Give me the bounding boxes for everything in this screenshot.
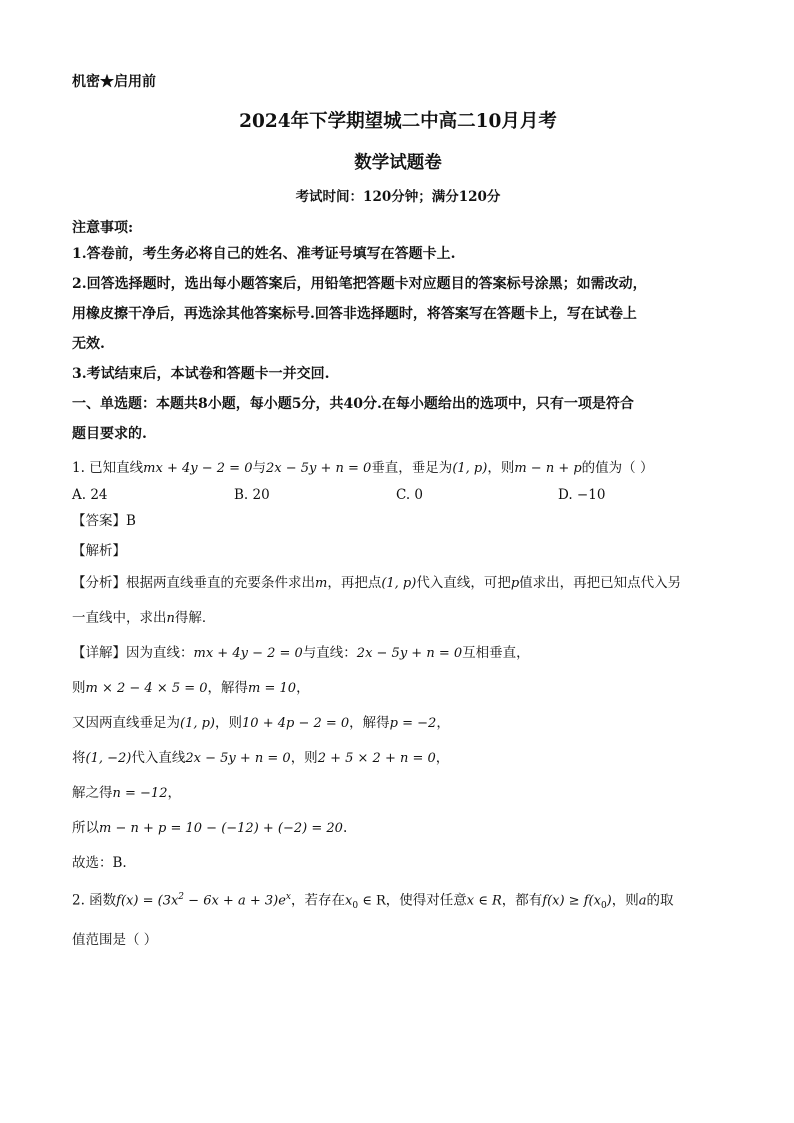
math: m × 2 − 4 × 5 = 0 xyxy=(85,681,208,696)
math: x ∈ R xyxy=(466,893,502,909)
math: n xyxy=(166,611,175,626)
detail-line-6 xyxy=(72,811,724,846)
text: 得解． xyxy=(174,610,216,626)
math: n = −12 xyxy=(112,786,168,801)
math: 2 + 5 × 2 + n = 0 xyxy=(317,751,436,766)
text: 【详解】因为直线： xyxy=(72,645,194,661)
math: p = −2 xyxy=(389,716,437,731)
choice-a: A. 24 xyxy=(72,487,108,503)
math: 2x − 5y + n = 0 xyxy=(185,751,291,766)
note-line: 3.考试结束后，本试卷和答题卡一并交回. xyxy=(72,366,330,382)
math: ∈ R xyxy=(358,893,386,909)
q1-mid2: 垂直，垂足为 xyxy=(371,460,453,476)
text: 将 xyxy=(72,750,86,766)
q1-line1-eq: mx + 4y − 2 = 0 xyxy=(143,461,253,476)
text: 2. 函数 xyxy=(72,892,117,909)
text: ，则 xyxy=(611,892,639,909)
math: mx + 4y − 2 = 0 xyxy=(193,646,303,661)
question-2-line2: 值范围是（ ） xyxy=(72,932,158,949)
text: 的取 xyxy=(646,892,674,909)
text: ， xyxy=(436,715,450,731)
math: x xyxy=(285,892,291,902)
section-heading-line1: 一、单选题：本题共8小题，每小题5分，共40分.在每小题给出的选项中，只有一项是符合 xyxy=(72,396,634,412)
text: ，解得 xyxy=(349,715,390,731)
text: ，再把点 xyxy=(327,575,382,591)
q1-line2-eq: 2x − 5y + n = 0 xyxy=(265,461,372,476)
text: 互相垂直， xyxy=(462,645,530,661)
conclusion-line: 故选：B. xyxy=(72,855,127,871)
note-line: 无效. xyxy=(72,336,105,352)
analysis-line-2 xyxy=(72,601,724,636)
text: ，则 xyxy=(215,715,243,731)
text: 解之得 xyxy=(72,785,113,801)
text: 代入直线 xyxy=(131,750,186,766)
math: 10 + 4p − 2 = 0 xyxy=(242,716,350,731)
text: 【分析】根据两直线垂直的充要条件求出 xyxy=(72,575,315,591)
text: ， xyxy=(435,750,450,766)
math: m − n + p = 10 − (−12) + (−2) = 20 xyxy=(99,821,343,836)
q1-choices xyxy=(72,484,724,506)
text: ， xyxy=(296,680,310,696)
q1-foot-point: (1, p) xyxy=(452,461,488,476)
math: 2x − 5y + n = 0 xyxy=(356,646,463,661)
note-line: 1.答卷前，考生务必将自己的姓名、准考证号填写在答题卡上. xyxy=(72,246,456,262)
text: . xyxy=(342,820,348,836)
math: x xyxy=(344,893,353,909)
analysis-tag: 【解析】 xyxy=(72,543,126,559)
math: 0 xyxy=(600,901,607,912)
math: (1, p) xyxy=(381,576,417,591)
math: − 6x + a + 3)e xyxy=(184,893,286,909)
math: m xyxy=(315,576,328,591)
text: ，则 xyxy=(290,750,318,766)
text: 则 xyxy=(72,680,86,696)
notes-heading: 注意事项: xyxy=(72,220,134,236)
text: ，使得对任意 xyxy=(385,892,467,909)
analysis-line-1 xyxy=(72,566,724,601)
question-2 xyxy=(72,880,724,923)
math: (1, p) xyxy=(180,716,216,731)
q1-mid3: ，则 xyxy=(487,460,515,476)
math: f(x) ≥ f(x xyxy=(542,893,601,909)
q1-mid1: 与 xyxy=(252,460,266,476)
q1-expression: m − n + p xyxy=(514,461,582,476)
section-heading-line2: 题目要求的. xyxy=(72,426,147,442)
math: (1, −2) xyxy=(85,751,132,766)
math: 2 xyxy=(178,892,185,902)
text: 所以 xyxy=(72,820,99,836)
note-line: 2.回答选择题时，选出每小题答案后，用铅笔把答题卡对应题目的答案标号涂黑；如需改动， xyxy=(72,276,647,292)
choice-d: D. −10 xyxy=(558,487,606,503)
text: ， xyxy=(167,785,181,801)
text: ，解得 xyxy=(207,680,249,696)
text: 值求出，再把已知点代入另 xyxy=(519,575,682,591)
text: 又因两直线垂足为 xyxy=(72,715,180,731)
choice-c: C. 0 xyxy=(396,487,424,503)
answer-tag: 【答案】B xyxy=(72,513,136,529)
detail-line-2 xyxy=(72,671,724,706)
detail-line-4 xyxy=(72,741,724,776)
text: 与直线： xyxy=(302,645,357,661)
note-line: 用橡皮擦干净后，再选涂其他答案标号.回答非选择题时，将答案写在答题卡上，写在试卷上 xyxy=(72,306,637,322)
math: f(x) = (3x xyxy=(116,893,179,909)
math: m = 10 xyxy=(248,681,297,696)
text: 一直线中，求出 xyxy=(72,610,167,626)
q1-prefix: 1. 已知直线 xyxy=(72,460,144,476)
choice-b: B. 20 xyxy=(234,487,270,503)
math: 0 xyxy=(352,901,359,912)
math: p xyxy=(510,576,520,591)
text: ，都有 xyxy=(501,892,543,909)
exam-info: 考试时间：120分钟；满分120分 xyxy=(295,189,501,205)
math: a xyxy=(638,893,647,909)
detail-line-1 xyxy=(72,636,724,671)
question-1 xyxy=(72,453,724,484)
math: ) xyxy=(606,893,612,909)
exam-title: 2024年下学期望城二中高二10月月考 xyxy=(239,111,557,132)
text: 代入直线，可把 xyxy=(416,575,511,591)
classified-label: 机密★启用前 xyxy=(72,74,156,90)
exam-subtitle: 数学试题卷 xyxy=(354,153,442,173)
text: ，若存在 xyxy=(290,892,345,909)
detail-line-5 xyxy=(72,776,724,811)
q1-suffix: 的值为（ ） xyxy=(581,460,654,476)
detail-line-3 xyxy=(72,706,724,741)
